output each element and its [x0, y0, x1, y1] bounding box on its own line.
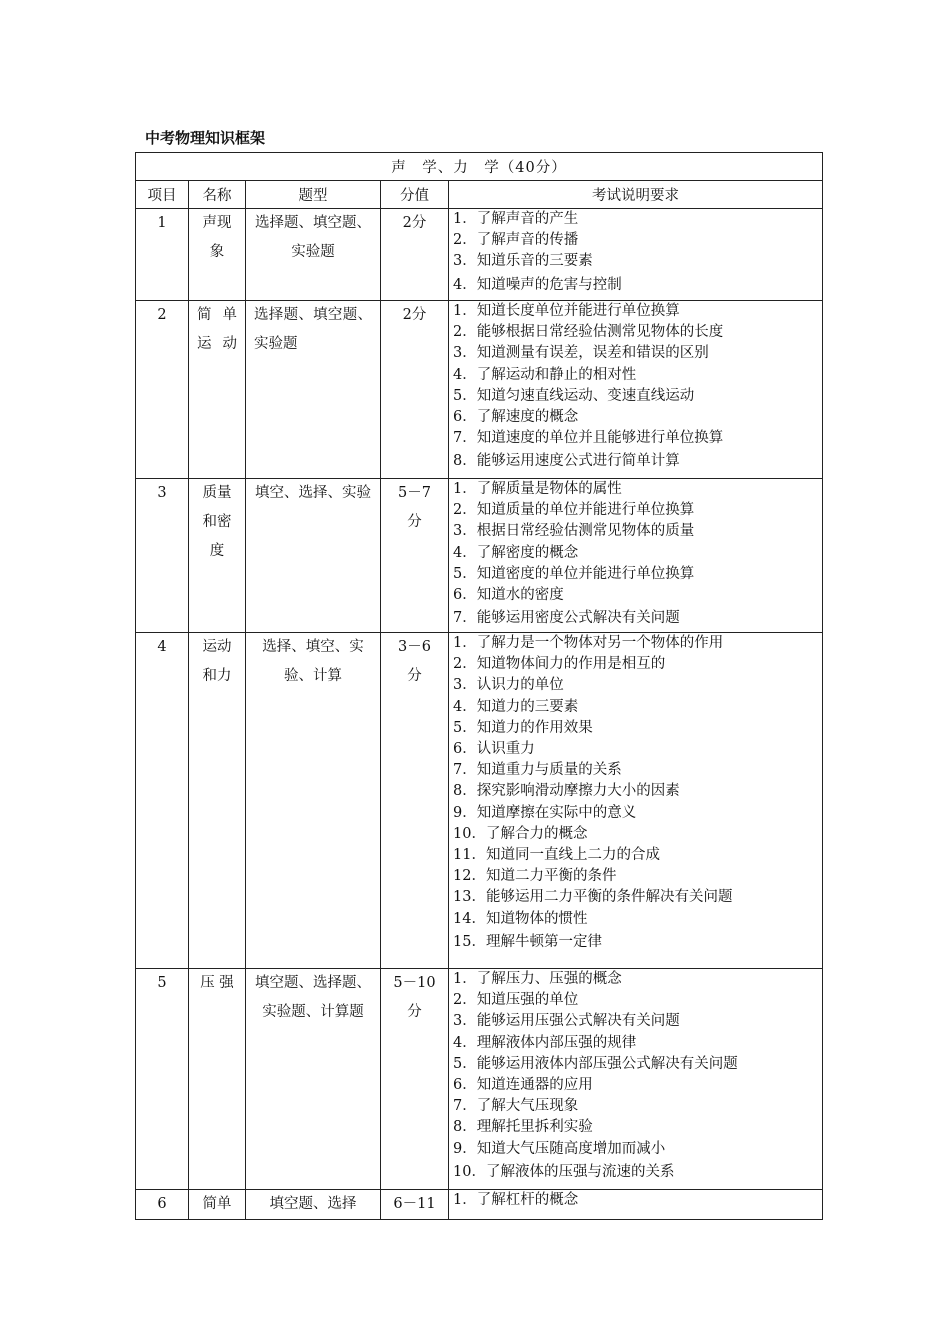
- cell-item-no-text: 3: [157, 485, 167, 501]
- list-item: 7．了解大气压现象: [453, 1098, 579, 1115]
- list-item: 7．知道重力与质量的关系: [453, 762, 622, 779]
- cell-name-text: 声现象: [202, 215, 232, 260]
- list-item: 5．知道密度的单位并能进行单位换算: [453, 565, 695, 582]
- cell-question-type-text: 选择题、填空题、实验题: [254, 307, 372, 352]
- cell-item-no: [136, 633, 189, 969]
- list-item: 4．知道力的三要素: [453, 698, 579, 715]
- table-row: [136, 633, 823, 969]
- cell-question-type-text: 填空题、选择: [269, 1196, 357, 1212]
- cell-score-text: 5－7分: [398, 485, 431, 530]
- cell-score-text: 6－11: [393, 1196, 436, 1212]
- cell-question-type-text: 选择、填空、实验、计算: [262, 639, 364, 684]
- cell-question-type: [246, 633, 381, 969]
- section-header: 声 学、力 学（40分）: [136, 153, 823, 181]
- header-type: 题型: [246, 181, 381, 209]
- list-item: 6．了解速度的概念: [453, 409, 579, 426]
- list-item: 1．了解力是一个物体对另一个物体的作用: [453, 635, 724, 651]
- list-item: 2．了解声音的传播: [453, 232, 579, 249]
- list-item: 6．知道水的密度: [453, 587, 564, 604]
- list-item: 10．了解合力的概念: [453, 825, 588, 842]
- cell-name-text: 压 强: [200, 975, 234, 991]
- cell-question-type: [246, 209, 381, 301]
- cell-question-type: [246, 301, 381, 479]
- cell-item-no-text: 4: [157, 639, 167, 655]
- list-item: 7．能够运用密度公式解决有关问题: [453, 610, 680, 627]
- cell-score: [381, 209, 449, 301]
- cell-score: [381, 969, 449, 1190]
- knowledge-table: [135, 152, 823, 1220]
- cell-name-text: 运动和力: [202, 639, 232, 684]
- cell-requirements: [449, 301, 823, 479]
- list-item: 14．知道物体的惯性: [453, 910, 588, 927]
- cell-item-no: [136, 209, 189, 301]
- list-item: 13．能够运用二力平衡的条件解决有关问题: [453, 889, 733, 906]
- document-title: 中考物理知识框架: [145, 129, 266, 147]
- list-item: 5．能够运用液体内部压强公式解决有关问题: [453, 1055, 738, 1072]
- cell-question-type: [246, 969, 381, 1190]
- cell-requirements: [449, 209, 823, 301]
- list-item: 5．知道力的作用效果: [453, 719, 593, 736]
- cell-question-type-text: 填空题、选择题、实验题、计算题: [255, 975, 371, 1020]
- list-item: 6．知道连通器的应用: [453, 1077, 593, 1094]
- header-name: 名称: [189, 181, 246, 209]
- list-item: 7．知道速度的单位并且能够进行单位换算: [453, 430, 724, 447]
- list-item: 9．知道大气压随高度增加而减小: [453, 1140, 666, 1157]
- cell-name: [189, 969, 246, 1190]
- cell-question-type: [246, 1190, 381, 1220]
- cell-name-text: 质量和密度: [202, 485, 232, 559]
- cell-requirements: [449, 479, 823, 633]
- list-item: 11．知道同一直线上二力的合成: [453, 847, 660, 864]
- list-item: 1．了解声音的产生: [453, 211, 579, 227]
- cell-requirements: [449, 1190, 823, 1220]
- cell-item-no-text: 6: [157, 1196, 167, 1212]
- requirements-list: [453, 209, 822, 297]
- cell-name: [189, 633, 246, 969]
- list-item: 3．根据日常经验估测常见物体的质量: [453, 523, 695, 540]
- list-item: 8．探究影响滑动摩擦力大小的因素: [453, 783, 680, 800]
- list-item: 10．了解液体的压强与流速的关系: [453, 1163, 675, 1180]
- list-item: 3．能够运用压强公式解决有关问题: [453, 1013, 680, 1030]
- list-item: 9．知道摩擦在实际中的意义: [453, 804, 637, 821]
- cell-name-text: 简单运动: [197, 307, 237, 352]
- cell-question-type-text: 选择题、填空题、实验题: [255, 215, 371, 260]
- list-item: 1．了解压力、压强的概念: [453, 971, 622, 987]
- cell-question-type: [246, 479, 381, 633]
- cell-requirements: [449, 969, 823, 1190]
- cell-question-type-text: 填空、选择、实验: [255, 485, 371, 501]
- list-item: 8．理解托里拆利实验: [453, 1119, 593, 1136]
- requirements-list: [453, 301, 822, 473]
- list-item: 3．认识力的单位: [453, 677, 564, 694]
- header-item: 项目: [136, 181, 189, 209]
- cell-name: [189, 479, 246, 633]
- cell-requirements: [449, 633, 823, 969]
- cell-name: [189, 301, 246, 479]
- list-item: 4．了解运动和静止的相对性: [453, 366, 637, 383]
- column-header-row: [136, 181, 823, 209]
- requirements-list: [453, 479, 822, 630]
- list-item: 6．认识重力: [453, 741, 535, 758]
- cell-item-no: [136, 1190, 189, 1220]
- requirements-list: [453, 1190, 822, 1211]
- requirements-list: [453, 633, 822, 954]
- cell-score-text: 3－6分: [398, 639, 431, 684]
- cell-name: [189, 209, 246, 301]
- list-item: 1．了解质量是物体的属性: [453, 481, 622, 497]
- cell-item-no-text: 2: [157, 307, 167, 323]
- table-row: [136, 301, 823, 479]
- cell-score: [381, 301, 449, 479]
- cell-item-no: [136, 969, 189, 1190]
- header-requirements: 考试说明要求: [449, 181, 823, 209]
- header-score: 分值: [381, 181, 449, 209]
- list-item: 4．了解密度的概念: [453, 544, 579, 561]
- requirements-list: [453, 969, 822, 1184]
- table-row: [136, 479, 823, 633]
- cell-score-text: 2分: [402, 307, 427, 323]
- list-item: 1．知道长度单位并能进行单位换算: [453, 303, 680, 319]
- list-item: 3．知道乐音的三要素: [453, 253, 593, 270]
- cell-score: [381, 1190, 449, 1220]
- list-item: 2．知道物体间力的作用是相互的: [453, 656, 666, 673]
- list-item: 4．理解液体内部压强的规律: [453, 1034, 637, 1051]
- cell-item-no: [136, 479, 189, 633]
- cell-score-text: 2分: [402, 215, 427, 231]
- cell-name-text: 简单: [202, 1196, 232, 1212]
- list-item: 12．知道二力平衡的条件: [453, 868, 617, 885]
- table-row: [136, 209, 823, 301]
- table-row: [136, 1190, 823, 1220]
- cell-item-no-text: 1: [157, 215, 167, 231]
- list-item: 3．知道测量有误差，误差和错误的区别: [453, 345, 709, 362]
- cell-score: [381, 633, 449, 969]
- cell-score-text: 5－10分: [393, 975, 436, 1020]
- list-item: 2．知道压强的单位: [453, 992, 579, 1009]
- list-item: 1．了解杠杆的概念: [453, 1192, 579, 1208]
- list-item: 15．理解牛顿第一定律: [453, 933, 602, 950]
- list-item: 8．能够运用速度公式进行简单计算: [453, 453, 680, 470]
- cell-item-no: [136, 301, 189, 479]
- cell-name: [189, 1190, 246, 1220]
- list-item: 5．知道匀速直线运动、变速直线运动: [453, 387, 695, 404]
- table-row: [136, 969, 823, 1190]
- list-item: 2．能够根据日常经验估测常见物体的长度: [453, 324, 724, 341]
- cell-item-no-text: 5: [157, 975, 167, 991]
- cell-score: [381, 479, 449, 633]
- list-item: 4．知道噪声的危害与控制: [453, 276, 622, 293]
- list-item: 2．知道质量的单位并能进行单位换算: [453, 502, 695, 519]
